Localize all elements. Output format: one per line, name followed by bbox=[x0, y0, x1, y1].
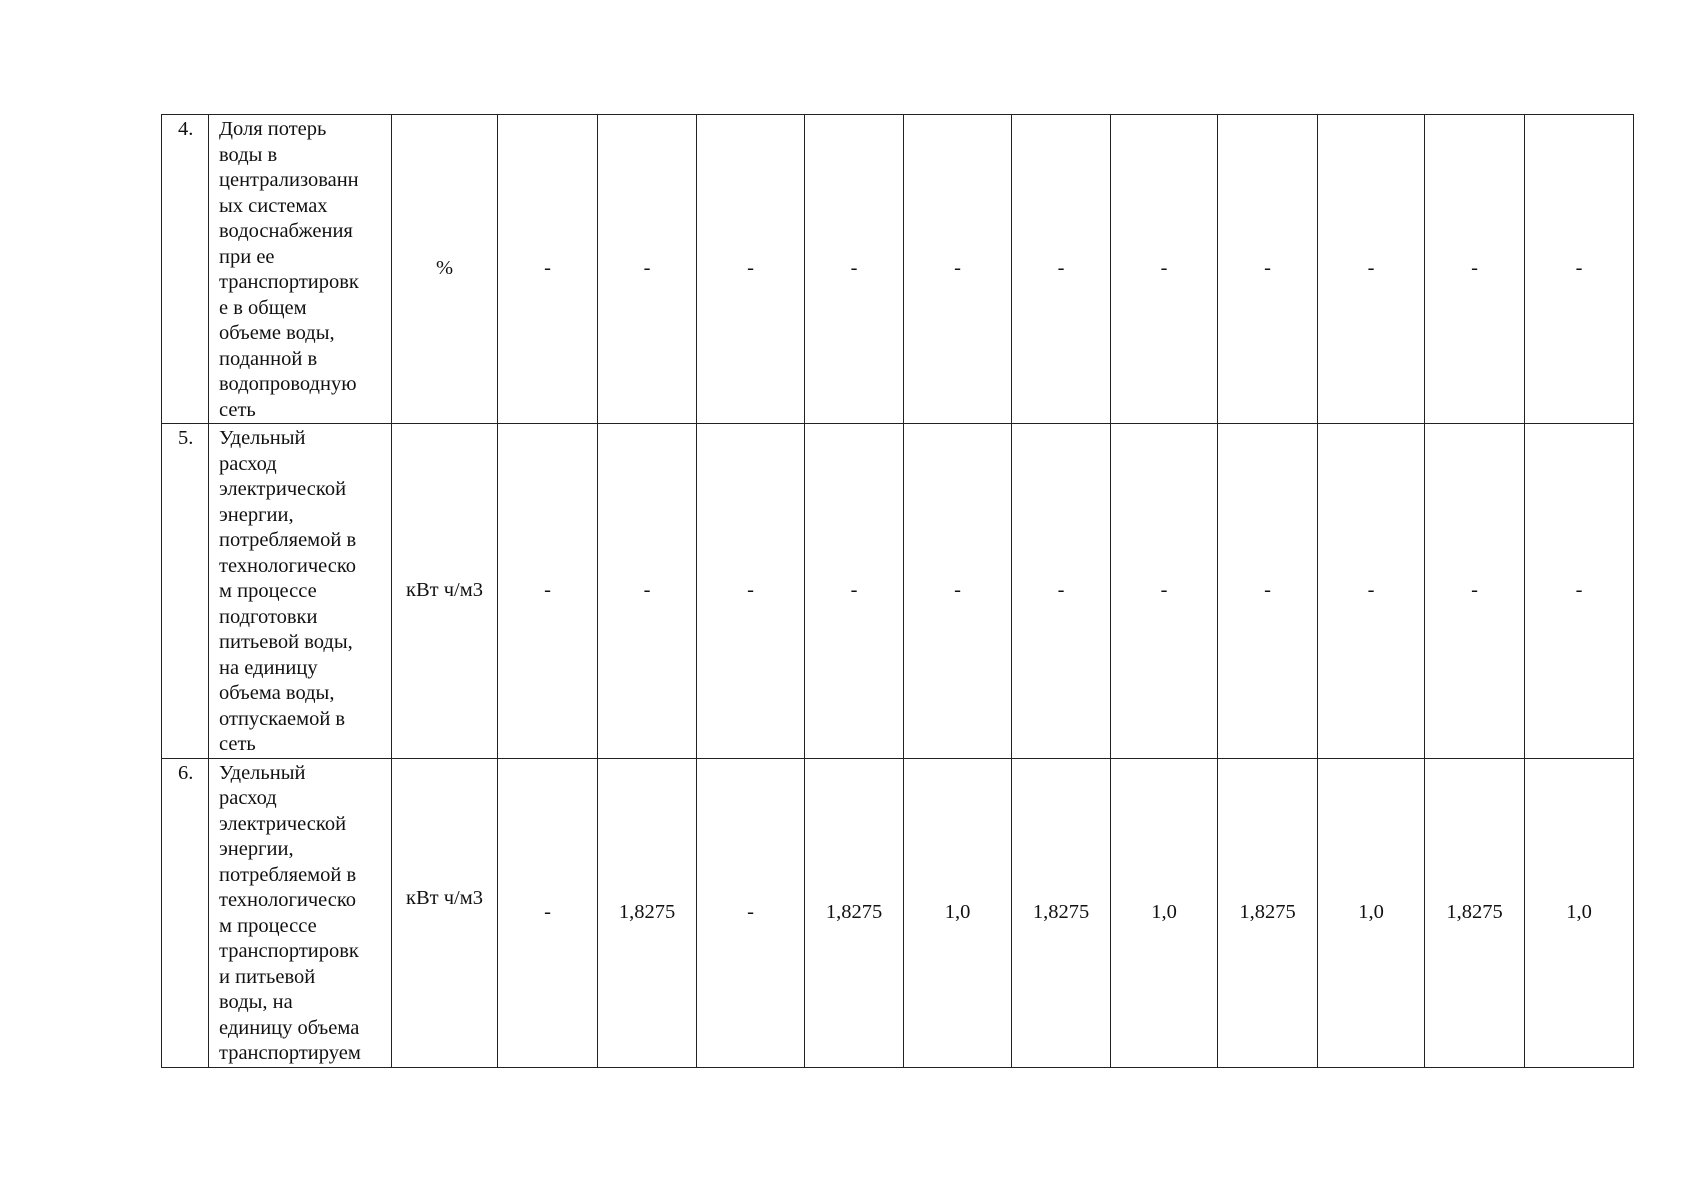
value-cell: - bbox=[498, 758, 598, 1067]
table-row bbox=[162, 115, 1634, 424]
value-cell: - bbox=[598, 115, 697, 424]
value-cell: - bbox=[1012, 115, 1111, 424]
value-cell: - bbox=[498, 424, 598, 759]
value-cell: 1,0 bbox=[1525, 758, 1634, 1067]
row-number: 4. bbox=[162, 115, 209, 424]
value-cell: - bbox=[697, 758, 805, 1067]
value-cell: - bbox=[1218, 115, 1318, 424]
indicator-name: Доля потерь воды в централизованн ых системах водоснабжения при ее транспортировк е в общем объеме воды, поданной в водопроводную сеть bbox=[209, 115, 392, 424]
indicator-name: Удельный расход электрической энергии, потребляемой в технологическо м процессе подготовки питьевой воды, на единицу объема воды, отпускаемой в сеть bbox=[209, 424, 392, 759]
value-cell: - bbox=[1111, 115, 1218, 424]
value-cell: - bbox=[1425, 115, 1525, 424]
row-number: 6. bbox=[162, 758, 209, 1067]
table-row bbox=[162, 424, 1634, 759]
value-cell: - bbox=[904, 115, 1012, 424]
value-cell: - bbox=[805, 115, 904, 424]
unit-cell: % bbox=[392, 115, 498, 424]
value-cell: - bbox=[1012, 424, 1111, 759]
unit-cell: кВт ч/м3 bbox=[392, 424, 498, 759]
indicator-name: Удельный расход электрической энергии, потребляемой в технологическо м процессе транспортировк и питьевой воды, на единицу объема транспортируем bbox=[209, 758, 392, 1067]
value-cell: - bbox=[598, 424, 697, 759]
value-cell: - bbox=[1525, 115, 1634, 424]
value-cell: - bbox=[1425, 424, 1525, 759]
value-cell: - bbox=[904, 424, 1012, 759]
value-cell: - bbox=[1218, 424, 1318, 759]
value-cell: 1,0 bbox=[1111, 758, 1218, 1067]
value-cell: 1,8275 bbox=[805, 758, 904, 1067]
value-cell: - bbox=[1111, 424, 1218, 759]
indicators-table bbox=[161, 114, 1634, 1068]
value-cell: 1,8275 bbox=[1425, 758, 1525, 1067]
value-cell: 1,8275 bbox=[598, 758, 697, 1067]
value-cell: - bbox=[1525, 424, 1634, 759]
value-cell: - bbox=[697, 115, 805, 424]
value-cell: - bbox=[1318, 424, 1425, 759]
value-cell: 1,0 bbox=[1318, 758, 1425, 1067]
row-number: 5. bbox=[162, 424, 209, 759]
value-cell: 1,8275 bbox=[1012, 758, 1111, 1067]
table-row bbox=[162, 758, 1634, 1067]
value-cell: - bbox=[1318, 115, 1425, 424]
unit-cell: кВт ч/м3 bbox=[392, 758, 498, 1067]
value-cell: - bbox=[498, 115, 598, 424]
value-cell: - bbox=[805, 424, 904, 759]
value-cell: - bbox=[697, 424, 805, 759]
value-cell: 1,8275 bbox=[1218, 758, 1318, 1067]
value-cell: 1,0 bbox=[904, 758, 1012, 1067]
